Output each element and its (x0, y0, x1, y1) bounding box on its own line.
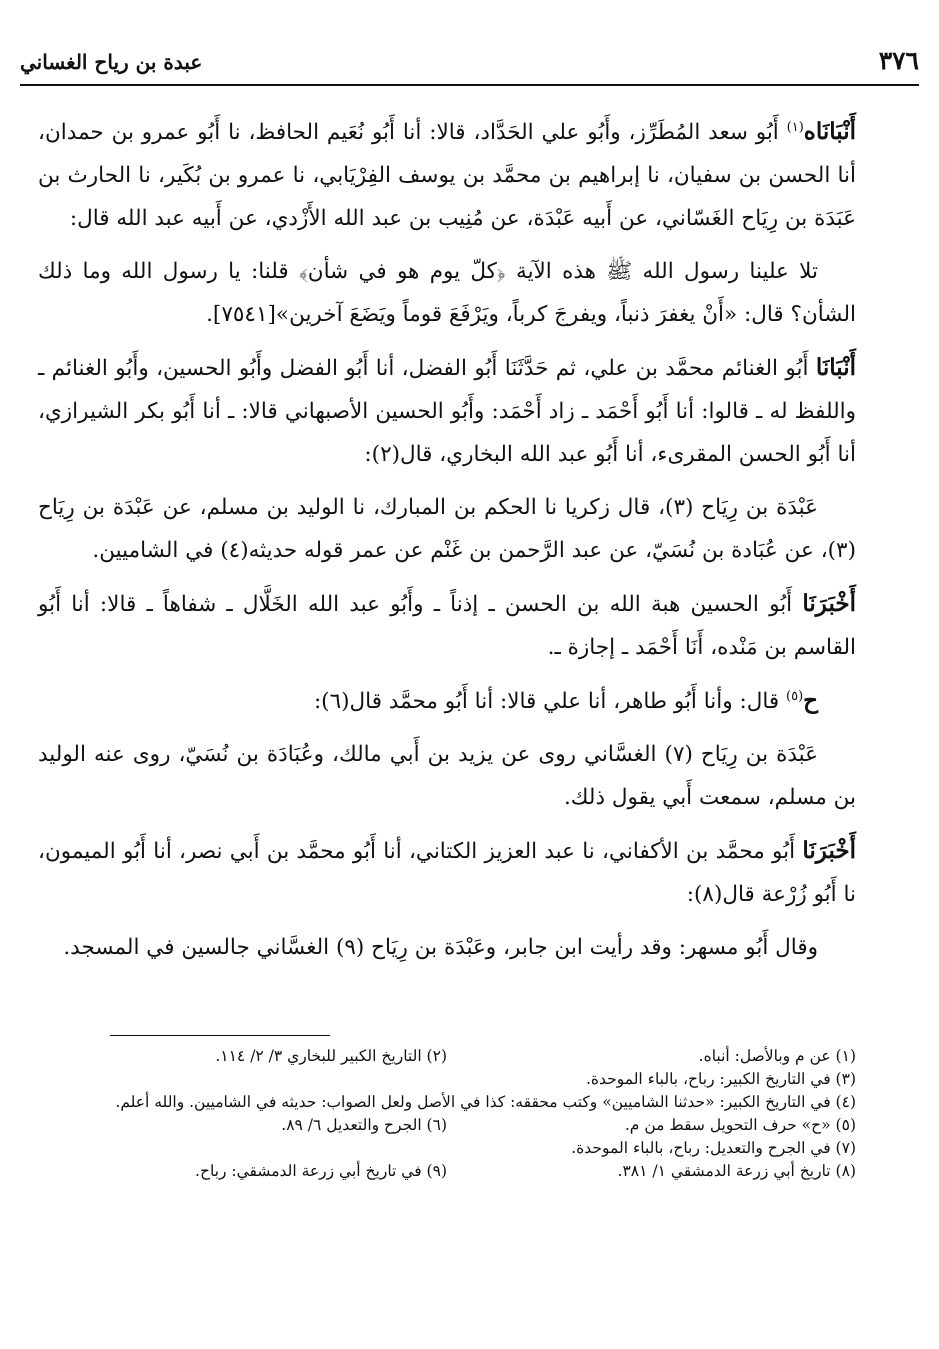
paragraph (38, 582, 856, 669)
footnote: (٥) «ح» حرف التحويل سقط من م. (624, 1116, 856, 1134)
paragraph (38, 926, 856, 969)
page-number: ٣٧٦ (878, 46, 919, 75)
paragraph (38, 110, 856, 240)
footnote-row (38, 1114, 856, 1137)
paragraph-lead: أَنْبَانَاه (803, 118, 856, 145)
footnote-row (38, 1091, 856, 1114)
paragraph-text: قال: وأنا أَبُو طاهر، أنا علي قالا: أنا أَبُو محمَّد قال(٦): (313, 689, 786, 714)
paragraph-text: أَبُو محمَّد بن الأكفاني، نا عبد العزيز الكتاني، أنا أَبُو محمَّد بن أَبي نصر، أنا أَبُو الميمون، نا أَبُو زُرْعة قال(٨): (38, 839, 856, 907)
footnote: (٤) في التاريخ الكبير: «حدثنا الشاميين» وكتب محققه: كذا في الأصل ولعل الصواب: حديثه في الشاميين. والله أعلم. (115, 1093, 856, 1111)
paragraph-text: وقال أَبُو مسهر: وقد رأيت ابن جابر، وعَبْدَة بن رِيَاح (٩) الغسَّاني جالسين في المسجد. (63, 935, 818, 960)
footnote-row (38, 1068, 856, 1091)
footnotes (38, 1045, 856, 1183)
footnote-row (38, 1160, 856, 1183)
footnote-row (38, 1045, 856, 1068)
paragraph-lead: أَنْبَانَا (815, 354, 856, 381)
main-text (38, 110, 856, 979)
footnote: (٨) تاريخ أبي زرعة الدمشقي ١/ ٣٨١. (617, 1162, 856, 1180)
footnote-mark: (٥) (786, 688, 804, 704)
page-header (20, 44, 919, 78)
running-title: عبدة بن رياح الغساني (20, 50, 203, 74)
paragraph-lead: ح (803, 687, 818, 714)
footnote: (٩) في تاريخ أبي زرعة الدمشقي: رباح. (195, 1162, 447, 1180)
header-rule (20, 84, 919, 86)
footnote-rule (110, 1035, 330, 1036)
paragraph-text: أَبُو سعد المُطَرِّز، وأَبُو علي الحَدَّاد، قالا: أنا أَبُو نُعَيم الحافظ، نا أَبُو عمرو بن حمدان، أنا الحسن بن سفيان، نا إبراهيم بن محمَّد بن يوسف الفِرْيَابي، نا عمرو بن بُكَير، نا الحارث بن عَبَدَة بن رِيَاح الغَسّاني، عن أَبيه عَبْدَة، عن مُنِيب بن عبد الله الأَزْدي، عن أَبيه عبد الله قال: (38, 120, 856, 231)
paragraph-lead: أَخْبَرَنَا (802, 590, 856, 617)
footnote: (١) عن م وبالأصل: أنباه. (698, 1047, 856, 1065)
paragraph-text: عَبْدَة بن رِيَاح (٣)، قال زكريا نا الحكم بن المبارك، نا الوليد بن مسلم، عن عَبْدَة بن رِيَاح (٣)، عن عُبَادة بن نُسَيّ، عن عبد الرَّحمن بن غَنْم عن عمر قوله حديثه(٤) في الشاميين. (38, 495, 856, 563)
footnote: (٣) في التاريخ الكبير: رباح، بالباء الموحدة. (585, 1070, 856, 1088)
footnote-row (38, 1137, 856, 1160)
footnote-mark: (١) (786, 119, 804, 135)
paragraph-lead: أَخْبَرَنَا (802, 837, 856, 864)
paragraph-text: عَبْدَة بن رِيَاح (٧) الغسَّاني روى عن يزيد بن أَبي مالك، وعُبَادَة بن نُسَيّ، روى عنه الوليد بن مسلم، سمعت أَبي يقول ذلك. (38, 742, 856, 810)
paragraph (38, 250, 856, 336)
paragraph (38, 679, 856, 723)
footnote: (٢) التاريخ الكبير للبخاري ٣/ ٢/ ١١٤. (215, 1047, 447, 1065)
footnote: (٧) في الجرح والتعديل: رباح، بالباء الموحدة. (571, 1139, 856, 1157)
paragraph (38, 346, 856, 476)
footnote: (٦) الجرح والتعديل ٦/ ٨٩. (281, 1116, 447, 1134)
paragraph (38, 486, 856, 572)
paragraph (38, 733, 856, 819)
paragraph-text: أَبُو الغنائم محمَّد بن علي، ثم حَدَّثَنَا أَبُو الفضل، أنا أَبُو الفضل وأَبُو الحسين، وأَبُو الغنائم ـ واللفظ له ـ قالوا: أنا أَبُو أَحْمَد ـ زاد أَحْمَد: وأَبُو الحسين الأصبهاني قالا: ـ أنا أَبُو بكر الشيرازي، أنا أَبُو الحسن المقرىء، أنا أَبُو عبد الله البخاري، قال(٢): (38, 356, 856, 467)
paragraph-text: تلا علينا رسول الله ﷺ هذه الآية ﴿كلّ يوم هو في شأن﴾ قلنا: يا رسول الله وما ذلك الشأن؟ قال: «أَنْ يغفرَ ذنباً، ويفرجَ كرباً، ويَرْفَعَ قوماً ويَضَعَ آخرين»[٧٥٤١]. (38, 259, 856, 327)
paragraph-text: أَبُو الحسين هبة الله بن الحسن ـ إذناً ـ وأَبُو عبد الله الخَلَّال ـ شفاهاً ـ قالا: أنا أَبُو القاسم بن مَنْده، أَنَا أَحْمَد ـ إجازة ـ. (38, 592, 856, 660)
paragraph (38, 829, 856, 916)
